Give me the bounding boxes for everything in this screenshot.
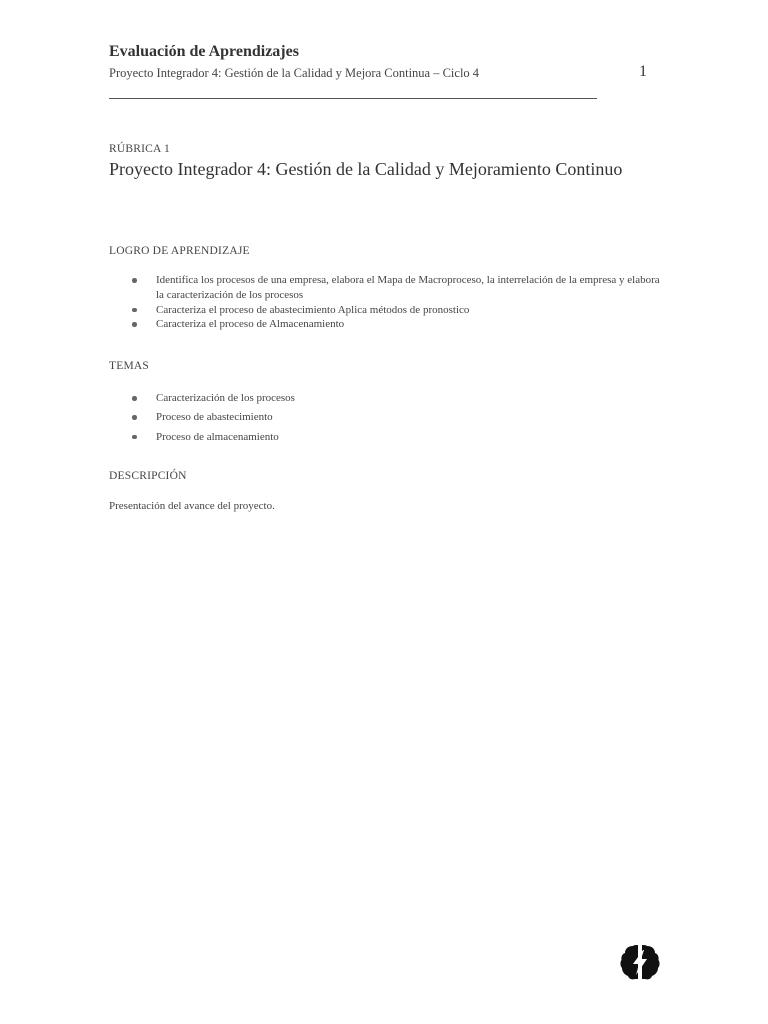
rubric-title: Proyecto Integrador 4: Gestión de la Calidad y Mejoramiento Continuo — [109, 159, 623, 179]
bullet-icon — [132, 415, 137, 420]
temas-heading: TEMAS — [109, 360, 149, 372]
bullet-icon — [132, 308, 137, 313]
logro-heading: LOGRO DE APRENDIZAJE — [109, 245, 250, 257]
list-item — [130, 273, 665, 303]
list-item-text: Identifica los procesos de una empresa, elabora el Mapa de Macroproceso, la interrelación de la empresa y elabora la caracterización de los procesos — [156, 274, 660, 301]
list-item-text: Proceso de abastecimiento — [156, 411, 273, 424]
descripcion-heading: DESCRIPCIÓN — [109, 470, 187, 482]
list-item — [130, 430, 665, 445]
header-title: Evaluación de Aprendizajes — [109, 43, 299, 60]
bullet-icon — [132, 396, 137, 401]
header-divider — [109, 98, 597, 99]
bullet-icon — [132, 278, 137, 283]
list-item — [130, 391, 665, 406]
brain-icon — [620, 942, 660, 982]
list-item-text: Caracteriza el proceso de abastecimiento Aplica métodos de pronostico — [156, 303, 470, 316]
page-number: 1 — [639, 63, 647, 80]
list-item-text: Proceso de almacenamiento — [156, 430, 279, 443]
temas-list — [130, 391, 665, 449]
logro-list — [130, 273, 665, 332]
list-item — [130, 303, 665, 318]
list-item-text: Caracteriza el proceso de Almacenamiento — [156, 318, 345, 331]
bullet-icon — [132, 322, 137, 327]
list-item — [130, 317, 665, 332]
descripcion-text: Presentación del avance del proyecto. — [109, 500, 275, 512]
list-item — [130, 410, 665, 425]
brain-logo-svg — [620, 942, 660, 982]
bullet-icon — [132, 435, 137, 440]
rubric-label: RÚBRICA 1 — [109, 143, 170, 155]
list-item-text: Caracterización de los procesos — [156, 392, 295, 404]
header-subtitle: Proyecto Integrador 4: Gestión de la Calidad y Mejora Continua – Ciclo 4 — [109, 66, 480, 80]
